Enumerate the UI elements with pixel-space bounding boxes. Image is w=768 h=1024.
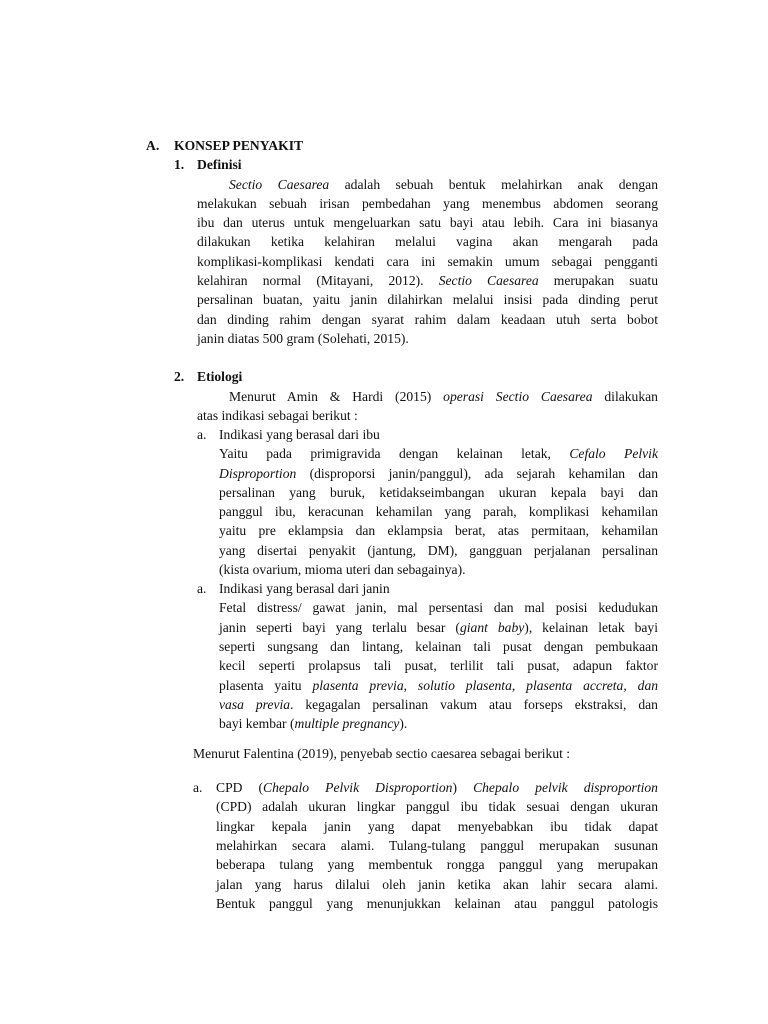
- item-cpd-line: CPD (Chepalo Pelvik Disproportion) Chepalo pelvik disproportion: [216, 780, 658, 795]
- item-cpd-line: beberapa tulang yang membentuk rongga panggul yang merupakan: [216, 857, 658, 872]
- item-ibu-line: yang disertai penyakit (jantung, DM), gangguan perjalanan persalinan: [219, 543, 658, 558]
- definisi-line: dilakukan ketika kelahiran melalui vagina akan mengarah pada: [197, 234, 658, 249]
- etiologi-marker: 2.: [174, 369, 185, 384]
- definisi-line: komplikasi-komplikasi kendati cara ini semakin umum sebagai pengganti: [197, 254, 658, 269]
- section-a-title: KONSEP PENYAKIT: [174, 138, 304, 153]
- etiologi-intro: Menurut Amin & Hardi (2015) operasi Sectio Caesarea dilakukan: [229, 389, 658, 404]
- item-ibu-line: Disproportion (disproporsi janin/panggul), ada sejarah kehamilan dan: [219, 466, 658, 481]
- item-cpd-line: Bentuk panggul yang menunjukkan kelainan atau panggul patologis: [216, 896, 658, 911]
- definisi-line: janin diatas 500 gram (Solehati, 2015).: [197, 331, 409, 346]
- item-ibu-title: Indikasi yang berasal dari ibu: [219, 427, 380, 442]
- item-cpd-line: jalan yang harus dilalui oleh janin ketika akan lahir secara alami.: [216, 877, 658, 892]
- definisi-line: kelahiran normal (Mitayani, 2012). Sectio Caesarea merupakan suatu: [197, 273, 658, 288]
- item-cpd-line: lingkar kepala janin yang dapat menyebabkan ibu tidak dapat: [216, 819, 658, 834]
- item-janin-line: plasenta yaitu plasenta previa, solutio plasenta, plasenta accreta, dan: [219, 678, 659, 693]
- item-cpd-line: melahirkan secara alami. Tulang-tulang panggul merupakan susunan: [216, 838, 658, 853]
- definisi-line: Sectio Caesarea adalah sebuah bentuk melahirkan anak dengan: [229, 177, 658, 192]
- item-ibu-line: panggul ibu, keracunan kehamilan yang parah, komplikasi kehamilan: [219, 504, 658, 519]
- item-cpd-line: (CPD) adalah ukuran lingkar panggul ibu tidak sesuai dengan ukuran: [216, 799, 658, 814]
- item-ibu-line: (kista ovarium, mioma uteri dan sebagainya).: [219, 562, 466, 577]
- etiologi-intro: atas indikasi sebagai berikut :: [197, 408, 358, 423]
- etiologi-title: Etiologi: [197, 369, 243, 384]
- definisi-marker: 1.: [174, 157, 185, 172]
- item-janin-line: Fetal distress/ gawat janin, mal persentasi dan mal posisi kedudukan: [219, 600, 658, 615]
- item-janin-line: bayi kembar (multiple pregnancy).: [219, 716, 408, 731]
- item-janin-line: kecil seperti prolapsus tali pusat, terlilit tali pusat, adapun faktor: [219, 658, 658, 673]
- item-janin-line: vasa previa. kegagalan persalinan vakum atau forseps ekstraksi, dan: [219, 697, 658, 712]
- definisi-line: dan dinding rahim dengan syarat rahim dalam keadaan utuh serta bobot: [197, 312, 658, 327]
- definisi-line: persalinan buatan, yaitu janin dilahirkan melalui insisi pada dinding perut: [197, 292, 658, 307]
- item-ibu-line: yaitu pre eklampsia dan eklampsia berat, atas permitaan, kehamilan: [219, 523, 658, 538]
- section-a-marker: A.: [146, 138, 160, 153]
- item-janin-marker: a.: [197, 581, 207, 596]
- falentina-intro: Menurut Falentina (2019), penyebab sectio caesarea sebagai berikut :: [193, 746, 571, 761]
- definisi-line: melakukan sebuah irisan pembedahan yang menembus abdomen seorang: [197, 196, 658, 211]
- item-ibu-line: Yaitu pada primigravida dengan kelainan letak, Cefalo Pelvik: [219, 446, 658, 461]
- definisi-title: Definisi: [197, 157, 242, 172]
- item-ibu-marker: a.: [197, 427, 207, 442]
- item-cpd-marker: a.: [193, 780, 203, 795]
- definisi-line: ibu dan uterus untuk mengeluarkan satu bayi atau lebih. Cara ini biasanya: [197, 215, 658, 230]
- item-ibu-line: persalinan yang buruk, ketidakseimbangan ukuran kepala bayi dan: [219, 485, 658, 500]
- item-janin-line: janin seperti bayi yang terlalu besar (giant baby), kelainan letak bayi: [219, 620, 658, 635]
- item-janin-line: seperti sungsang dan lintang, kelainan tali pusat dengan pembukaan: [219, 639, 658, 654]
- item-janin-title: Indikasi yang berasal dari janin: [219, 581, 390, 596]
